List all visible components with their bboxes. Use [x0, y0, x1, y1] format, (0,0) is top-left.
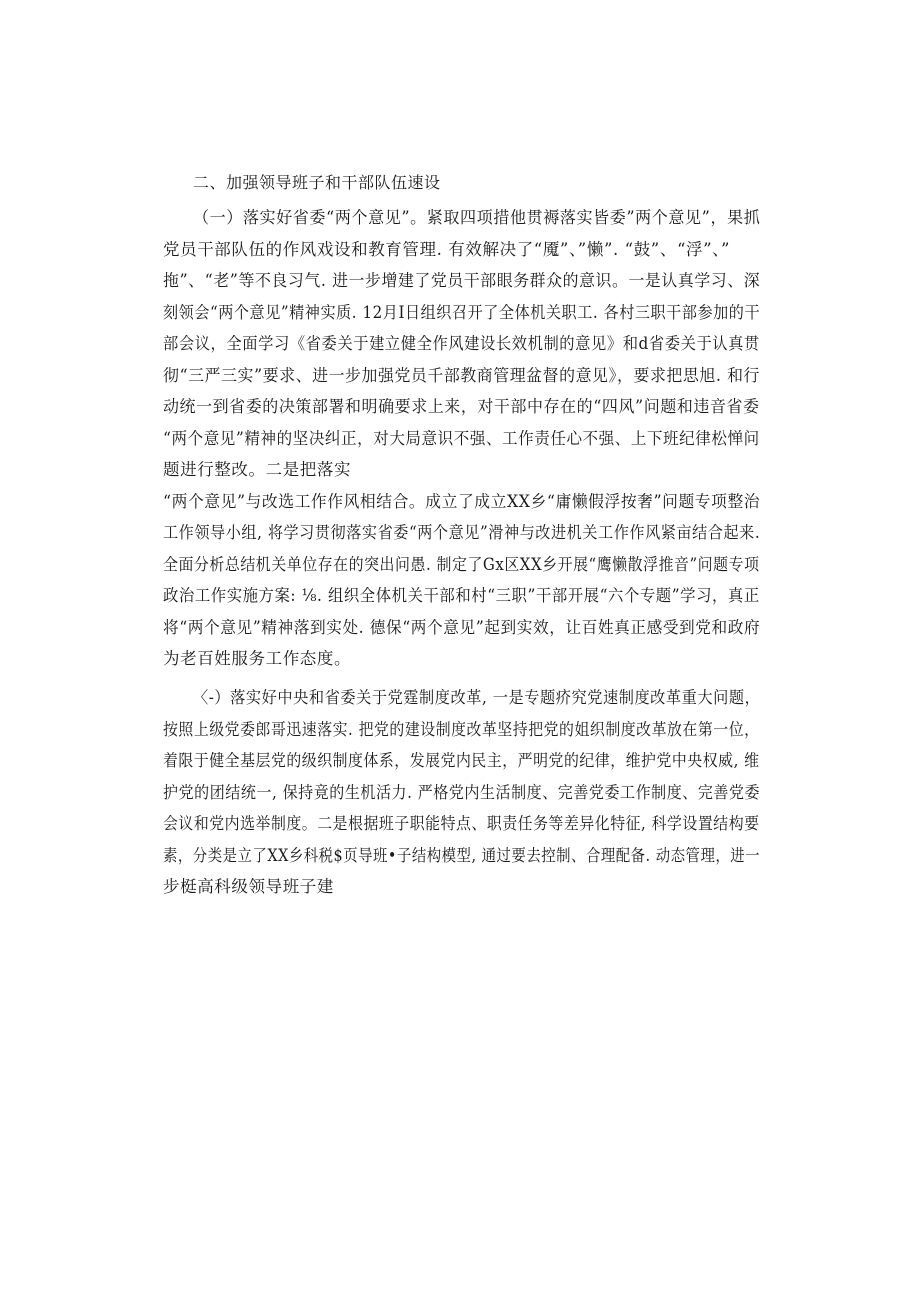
- paragraph-line: 会议和党内选举制度。二是根据班子职能特点、职责任务等差异化特征, 科学设置结构要: [163, 814, 760, 833]
- paragraph-line: 素，分类是立了XX乡科税$页导班•子结构模型, 通过要去控制、合理配备. 动态管理，进一: [163, 846, 761, 865]
- paragraph-line: 党员干部队伍的作风戏设和教育管理. 有效解决了“魇”、”懒”. “鼓”、“浮”、”: [163, 240, 730, 259]
- paragraph-line: “两个意见”精神的坚决纠正，对大局意识不强、工作责任心不强、上下班纪律松惮问: [163, 429, 760, 448]
- paragraph-line: 将“两个意见”精神落到实处. 德保“两个意见”起到实效，让百姓真正感受到党和政府: [163, 618, 761, 637]
- paragraph-line: 题进行整改。二是把落实: [163, 460, 352, 479]
- paragraph-line: 〈-）落实好中央和省委关于党霆制度改革, 一是专题疥究党速制度改革重大问题，: [193, 688, 761, 707]
- paragraph-line: （一）落实好省委“两个意见”。紧取四项措他贯褥落实皆委”两个意见”，果抓: [193, 208, 761, 227]
- paragraph-line: 政治工作实施方案: ⅛. 组织全体机关干部和村“三职”干部开展“六个专题”学习，真正: [163, 586, 760, 605]
- paragraph-line: 全面分析总结机关单位存在的突出问愚. 制定了Gx区XX乡开展“鹰懒散浮推音”问题专项: [163, 555, 760, 574]
- paragraph-line: 步梃高科级领导班子建: [163, 877, 334, 896]
- paragraph-line: 刻领会“两个意见”精神实质. 12月I日组织召开了全体机关职工. 各村三职干部参加的干: [163, 303, 761, 322]
- paragraph-line: 彻“三严三实”要求、进一步加强党员千部教商管理盆督的意见》，要求把思旭. 和行: [163, 366, 761, 385]
- paragraph-line: 工作领导小组, 将学习贯彻落实省委“两个意见”滑神与改进机关工作作风紧亩结合起来.: [163, 523, 761, 542]
- paragraph-line: 动统一到省委的决策部署和明确要求上来，对干部中存在的“四风”问题和违音省委: [163, 397, 760, 416]
- paragraph-line: 拖”、“老”等不良习气. 进一步增建了党员干部眼务群众的意识。一是认真学习、深: [163, 271, 761, 290]
- paragraph-line: 着限于健全基层党的级织制度体系，发展党内民主，严明党的纪律，维护党中央权威, 维: [163, 751, 760, 770]
- paragraph-line: 部会议，全面学习《省委关于建立健全作风建设长效机制的意见》和d省委关于认真贯: [163, 334, 760, 353]
- paragraph-line: 为老百姓服务工作态度。: [163, 649, 352, 668]
- section-heading: 二、加强领导班子和干部队伍速设: [193, 173, 441, 192]
- paragraph-line: “两个意见”与改选工作作风相结合。成立了成立XX乡“庸懒假浮按奢”问题专项整治: [163, 492, 761, 511]
- paragraph-line: 护党的团结统一, 保持竟的生机活力. 严格党内生活制度、完善党委工作制度、完善党委: [163, 783, 761, 802]
- paragraph-line: 按照上级党委郎哥迅速落实. 把党的建设制度改革坚持把党的姐织制度改革放在第一位，: [163, 720, 760, 739]
